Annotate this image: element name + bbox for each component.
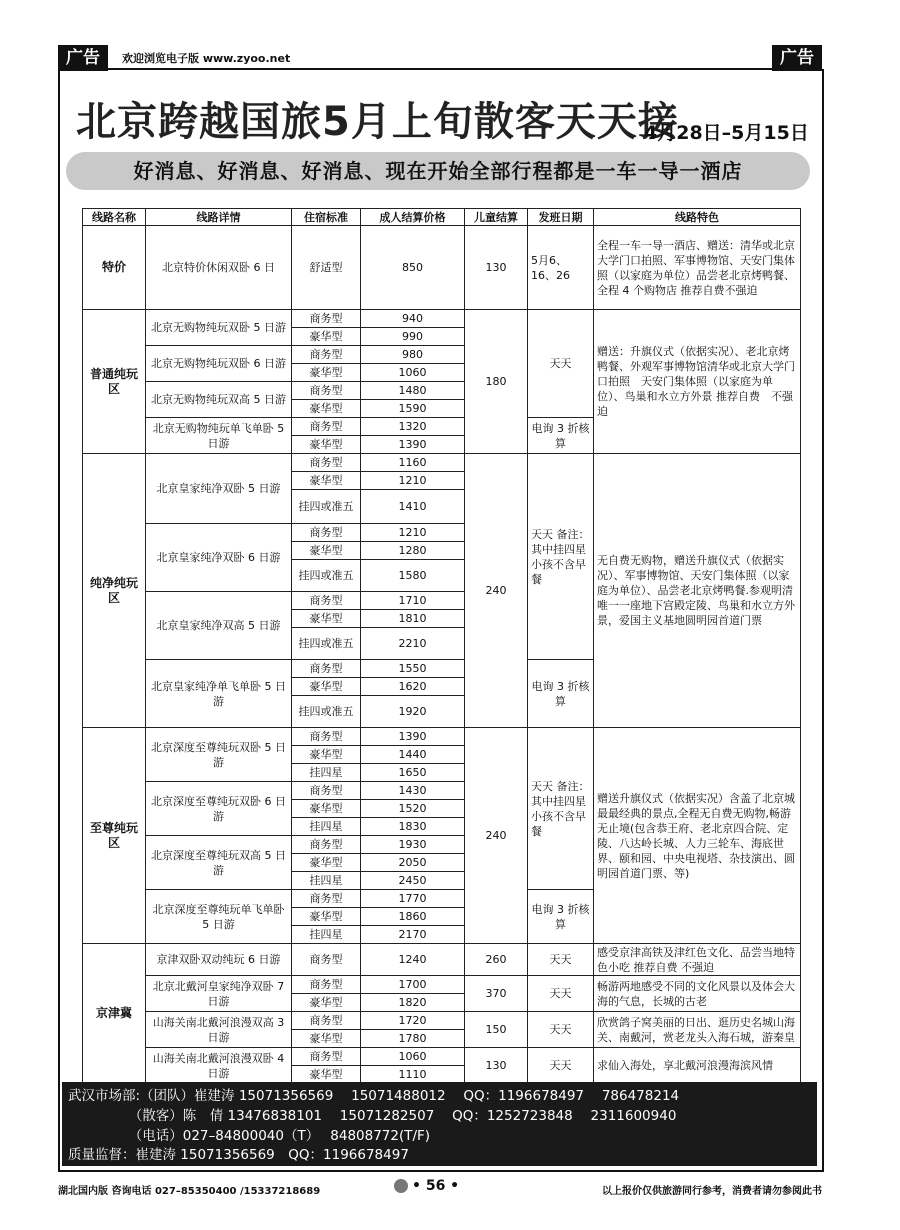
route-detail: 北京深度至尊纯玩单飞单卧 5 日游	[146, 890, 292, 944]
adult-price: 2170	[361, 926, 465, 944]
route-detail: 北京深度至尊纯玩双高 5 日游	[146, 836, 292, 890]
adult-price: 1920	[361, 696, 465, 728]
hotel-type: 挂四星	[292, 764, 361, 782]
hotel-type: 豪华型	[292, 400, 361, 418]
departure-date: 天天	[528, 310, 594, 418]
hotel-type: 豪华型	[292, 854, 361, 872]
publisher-logo-icon	[394, 1179, 408, 1193]
departure-date: 电询 3 折核算	[528, 660, 594, 728]
hotel-type: 商务型	[292, 782, 361, 800]
hotel-type: 挂四星	[292, 818, 361, 836]
hotel-type: 豪华型	[292, 994, 361, 1012]
adult-price: 1620	[361, 678, 465, 696]
col-hotel-standard: 住宿标准	[292, 209, 361, 226]
col-adult-price: 成人结算价格	[361, 209, 465, 226]
footer-edition: 湖北国内版 咨询电话 027–85350400 /15337218689	[58, 1186, 321, 1197]
hotel-type: 豪华型	[292, 436, 361, 454]
departure-date: 电询 3 折核算	[528, 418, 594, 454]
adult-price: 1410	[361, 490, 465, 524]
contact-phone-line: （电话）027–84800040（T） 84808772(T/F)	[68, 1128, 431, 1144]
child-price: 130	[465, 226, 528, 310]
hotel-type: 豪华型	[292, 364, 361, 382]
route-feature: 赠送升旗仪式（依据实况）含盖了北京城最最经典的景点,全程无自费无购物,畅游无止境(包含恭王府、老北京四合院、定陵、八达岭长城、人力三轮车、海底世界、颐和园、中央电视塔、杂技演出、圆明园首道门票、等)	[594, 728, 801, 944]
child-price: 240	[465, 454, 528, 728]
hotel-type: 商务型	[292, 592, 361, 610]
hotel-type: 豪华型	[292, 678, 361, 696]
adult-price: 1930	[361, 836, 465, 854]
route-detail: 北京无购物纯玩双卧 5 日游	[146, 310, 292, 346]
hotel-type: 商务型	[292, 890, 361, 908]
adult-price: 1770	[361, 890, 465, 908]
child-price: 240	[465, 728, 528, 944]
hotel-type: 豪华型	[292, 746, 361, 764]
hotel-type: 豪华型	[292, 1030, 361, 1048]
col-route-name: 线路名称	[83, 209, 146, 226]
adult-price: 1710	[361, 592, 465, 610]
route-detail: 山海关南北戴河浪漫双卧 4 日游	[146, 1048, 292, 1084]
welcome-text: 欢迎浏览电子版 www.zyoo.net	[122, 52, 291, 65]
table-row	[83, 226, 801, 310]
table-row	[83, 454, 801, 472]
adult-price: 1650	[361, 764, 465, 782]
route-detail: 北京无购物纯玩双卧 6 日游	[146, 346, 292, 382]
section-name: 特价	[83, 226, 146, 310]
adult-price: 1160	[361, 454, 465, 472]
route-feature: 欣赏鸽子窝美丽的日出、逛历史名城山海关、南戴河，赏老龙头入海石城，游秦皇	[594, 1012, 801, 1048]
adult-price: 1860	[361, 908, 465, 926]
adult-price: 1820	[361, 994, 465, 1012]
adult-price: 1210	[361, 524, 465, 542]
page-title: 北京跨越国旅5月上旬散客天天接	[76, 99, 679, 145]
route-feature: 全程一车一导一酒店、赠送：清华或北京大学门口拍照、军事博物馆、天安门集体照（以家庭为单位）品尝老北京烤鸭餐、全程 4 个购物店 推荐自费不强迫	[594, 226, 801, 310]
hotel-type: 商务型	[292, 346, 361, 364]
route-feature: 无自费无购物，赠送升旗仪式（依据实况）、军事博物馆、天安门集体照（以家庭为单位）、品尝老北京烤鸭餐.参观明清唯一一座地下宫殿定陵、鸟巢和水立方外景，爱国主义基地圆明园首道门票	[594, 454, 801, 728]
hotel-type: 商务型	[292, 660, 361, 678]
hotel-type: 豪华型	[292, 472, 361, 490]
hotel-type: 商务型	[292, 728, 361, 746]
adult-price: 1720	[361, 1012, 465, 1030]
hotel-type: 商务型	[292, 1048, 361, 1066]
hotel-type: 商务型	[292, 944, 361, 976]
adult-price: 1830	[361, 818, 465, 836]
adult-price: 1590	[361, 400, 465, 418]
route-detail: 北京皇家纯净双卧 6 日游	[146, 524, 292, 592]
hotel-type: 商务型	[292, 1012, 361, 1030]
hotel-type: 商务型	[292, 836, 361, 854]
child-price: 130	[465, 1048, 528, 1084]
adult-price: 1780	[361, 1030, 465, 1048]
section-name: 京津冀	[83, 944, 146, 1084]
hotel-type: 商务型	[292, 418, 361, 436]
adult-price: 1060	[361, 364, 465, 382]
adult-price: 2450	[361, 872, 465, 890]
hotel-type: 豪华型	[292, 610, 361, 628]
adult-price: 1210	[361, 472, 465, 490]
departure-date: 电询 3 折核算	[528, 890, 594, 944]
child-price: 150	[465, 1012, 528, 1048]
hotel-type: 商务型	[292, 976, 361, 994]
contact-individual-line: （散客）陈 倩 13476838101 15071282507 QQ：1252723848 2311600940	[68, 1108, 677, 1124]
adult-price: 1280	[361, 542, 465, 560]
departure-date: 天天 备注：其中挂四星小孩不含早餐	[528, 728, 594, 890]
page-number-text: • 56 •	[412, 1178, 460, 1194]
adult-price: 850	[361, 226, 465, 310]
hotel-type: 豪华型	[292, 542, 361, 560]
adult-price: 990	[361, 328, 465, 346]
hotel-type: 豪华型	[292, 800, 361, 818]
departure-date: 天天 备注：其中挂四星小孩不含早餐	[528, 454, 594, 660]
route-feature: 畅游两地感受不同的文化风景以及体会大海的气息，长城的古老	[594, 976, 801, 1012]
adult-price: 1700	[361, 976, 465, 994]
route-feature: 求仙入海处，享北戴河浪漫海滨风情	[594, 1048, 801, 1084]
route-detail: 北京深度至尊纯玩双卧 6 日游	[146, 782, 292, 836]
table-row	[83, 1012, 801, 1030]
child-price: 370	[465, 976, 528, 1012]
adult-price: 2210	[361, 628, 465, 660]
route-detail: 北京北戴河皇家纯净双卧 7 日游	[146, 976, 292, 1012]
col-departure-date: 发班日期	[528, 209, 594, 226]
route-detail: 北京深度至尊纯玩双卧 5 日游	[146, 728, 292, 782]
adult-price: 980	[361, 346, 465, 364]
hotel-type: 挂四或准五	[292, 490, 361, 524]
departure-date: 天天	[528, 976, 594, 1012]
adult-price: 1580	[361, 560, 465, 592]
hotel-type: 豪华型	[292, 908, 361, 926]
adult-price: 1810	[361, 610, 465, 628]
child-price: 260	[465, 944, 528, 976]
section-name: 普通纯玩区	[83, 310, 146, 454]
promo-banner: 好消息、好消息、好消息、现在开始全部行程都是一车一导一酒店	[66, 152, 810, 190]
adult-price: 1110	[361, 1066, 465, 1084]
hotel-type: 挂四或准五	[292, 628, 361, 660]
ad-tag-left: 广告	[58, 45, 108, 71]
route-detail: 京津双卧双动纯玩 6 日游	[146, 944, 292, 976]
departure-date: 5月6、16、26	[528, 226, 594, 310]
hotel-type: 商务型	[292, 524, 361, 542]
adult-price: 1390	[361, 436, 465, 454]
footer-disclaimer: 以上报价仅供旅游同行参考，消费者请勿参阅此书	[602, 1186, 822, 1197]
contact-team-line: 武汉市场部:（团队）崔建涛 15071356569 15071488012 QQ：1196678497 786478214	[68, 1088, 680, 1104]
route-price-table	[82, 208, 801, 1084]
route-feature: 赠送：升旗仪式（依据实况）、老北京烤鸭餐、外观军事博物馆清华或北京大学门口拍照 天安门集体照（以家庭为单位）、鸟巢和水立方外景 推荐自费 不强迫	[594, 310, 801, 454]
adult-price: 1480	[361, 382, 465, 400]
departure-date: 天天	[528, 944, 594, 976]
table-row	[83, 310, 801, 328]
route-detail: 北京皇家纯净单飞单卧 5 日游	[146, 660, 292, 728]
table-header-row	[83, 209, 801, 226]
section-name: 至尊纯玩区	[83, 728, 146, 944]
page-number	[394, 1178, 459, 1194]
table-row	[83, 1048, 801, 1066]
table-row	[83, 728, 801, 746]
col-route-detail: 线路详情	[146, 209, 292, 226]
adult-price: 2050	[361, 854, 465, 872]
table-row	[83, 976, 801, 994]
col-route-feature: 线路特色	[594, 209, 801, 226]
ad-tag-right: 广告	[772, 45, 822, 71]
departure-date: 天天	[528, 1048, 594, 1084]
route-detail: 北京特价休闲双卧 6 日	[146, 226, 292, 310]
adult-price: 1550	[361, 660, 465, 678]
hotel-type: 舒适型	[292, 226, 361, 310]
route-detail: 北京无购物纯玩双高 5 日游	[146, 382, 292, 418]
adult-price: 1240	[361, 944, 465, 976]
route-detail: 山海关南北戴河浪漫双高 3 日游	[146, 1012, 292, 1048]
hotel-type: 豪华型	[292, 1066, 361, 1084]
hotel-type: 挂四星	[292, 926, 361, 944]
table-row	[83, 944, 801, 976]
route-detail: 北京无购物纯玩单飞单卧 5 日游	[146, 418, 292, 454]
hotel-type: 挂四或准五	[292, 696, 361, 728]
adult-price: 940	[361, 310, 465, 328]
adult-price: 1320	[361, 418, 465, 436]
child-price: 180	[465, 310, 528, 454]
quality-supervision-line: 质量监督：崔建涛 15071356569 QQ：1196678497	[68, 1147, 409, 1163]
contact-box	[62, 1082, 817, 1166]
hotel-type: 挂四星	[292, 872, 361, 890]
adult-price: 1430	[361, 782, 465, 800]
hotel-type: 商务型	[292, 310, 361, 328]
hotel-type: 豪华型	[292, 328, 361, 346]
adult-price: 1390	[361, 728, 465, 746]
route-feature: 感受京津高铁及津红色文化、品尝当地特色小吃 推荐自费 不强迫	[594, 944, 801, 976]
date-range: 4月28日–5月15日	[644, 122, 809, 144]
route-detail: 北京皇家纯净双卧 5 日游	[146, 454, 292, 524]
hotel-type: 商务型	[292, 454, 361, 472]
adult-price: 1520	[361, 800, 465, 818]
hotel-type: 挂四或准五	[292, 560, 361, 592]
adult-price: 1440	[361, 746, 465, 764]
route-detail: 北京皇家纯净双高 5 日游	[146, 592, 292, 660]
departure-date: 天天	[528, 1012, 594, 1048]
hotel-type: 商务型	[292, 382, 361, 400]
col-child-price: 儿童结算	[465, 209, 528, 226]
adult-price: 1060	[361, 1048, 465, 1066]
section-name: 纯净纯玩区	[83, 454, 146, 728]
